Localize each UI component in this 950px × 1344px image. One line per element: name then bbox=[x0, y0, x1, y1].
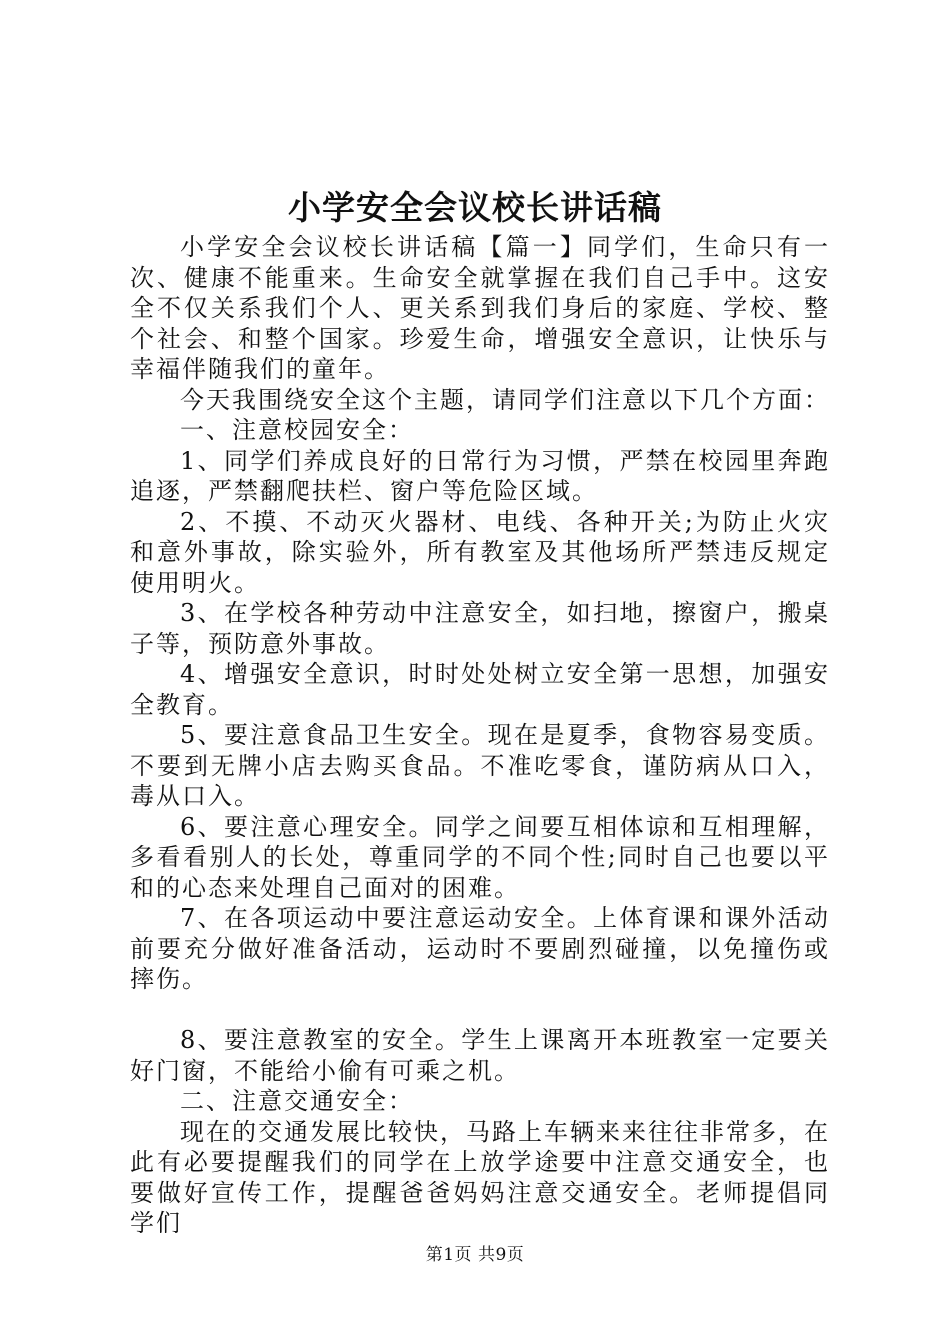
paragraph-item-4: 4、增强安全意识，时时处处树立安全第一思想，加强安全教育。 bbox=[130, 660, 830, 719]
paragraph-topic: 今天我围绕安全这个主题，请同学们注意以下几个方面： bbox=[180, 385, 830, 414]
document-title: 小学安全会议校长讲话稿 bbox=[288, 188, 662, 227]
document-body bbox=[130, 232, 830, 1239]
paragraph-item-5: 5、要注意食品卫生安全。现在是夏季，食物容易变质。不要到无牌小店去购买食品。不准吃零食，谨防病从口入，毒从口入。 bbox=[130, 721, 830, 810]
paragraph-traffic: 现在的交通发展比较快，马路上车辆来来往往非常多，在此有必要提醒我们的同学在上放学途要中注意交通安全，也要做好宣传工作，提醒爸爸妈妈注意交通安全。老师提倡同学们 bbox=[130, 1117, 830, 1237]
paragraph-item-3: 3、在学校各种劳动中注意安全，如扫地，擦窗户，搬桌子等，预防意外事故。 bbox=[130, 599, 830, 658]
heading-campus-safety: 一、注意校园安全： bbox=[180, 416, 414, 444]
paragraph-item-6: 6、要注意心理安全。同学之间要互相体谅和互相理解，多看看别人的长处，尊重同学的不同个性;同时自己也要以平和的心态来处理自己面对的困难。 bbox=[130, 812, 830, 902]
paragraph-item-2: 2、不摸、不动灭火器材、电线、各种开关;为防止火灾和意外事故，除实验外，所有教室及其他场所严禁违反规定使用明火。 bbox=[130, 507, 830, 597]
heading-traffic-safety: 二、注意交通安全： bbox=[180, 1087, 414, 1115]
paragraph-item-7: 7、在各项运动中要注意运动安全。上体育课和课外活动前要充分做好准备活动，运动时不要剧烈碰撞，以免撞伤或摔伤。 bbox=[130, 904, 830, 993]
paragraph-item-1: 1、同学们养成良好的日常行为习惯，严禁在校园里奔跑追逐，严禁翻爬扶栏、窗户等危险区域。 bbox=[130, 446, 830, 505]
paragraph-intro: 小学安全会议校长讲话稿【篇一】同学们，生命只有一次、健康不能重来。生命安全就掌握在我们自己手中。这安全不仅关系我们个人、更关系到我们身后的家庭、学校、整个社会、和整个国家。珍爱生命，增强安全意识，让快乐与幸福伴随我们的童年。 bbox=[130, 233, 830, 383]
page-indicator: 第1页 共9页 bbox=[425, 1245, 525, 1265]
paragraph-item-8: 8、要注意教室的安全。学生上课离开本班教室一定要关好门窗，不能给小偷有可乘之机。 bbox=[130, 1026, 830, 1085]
